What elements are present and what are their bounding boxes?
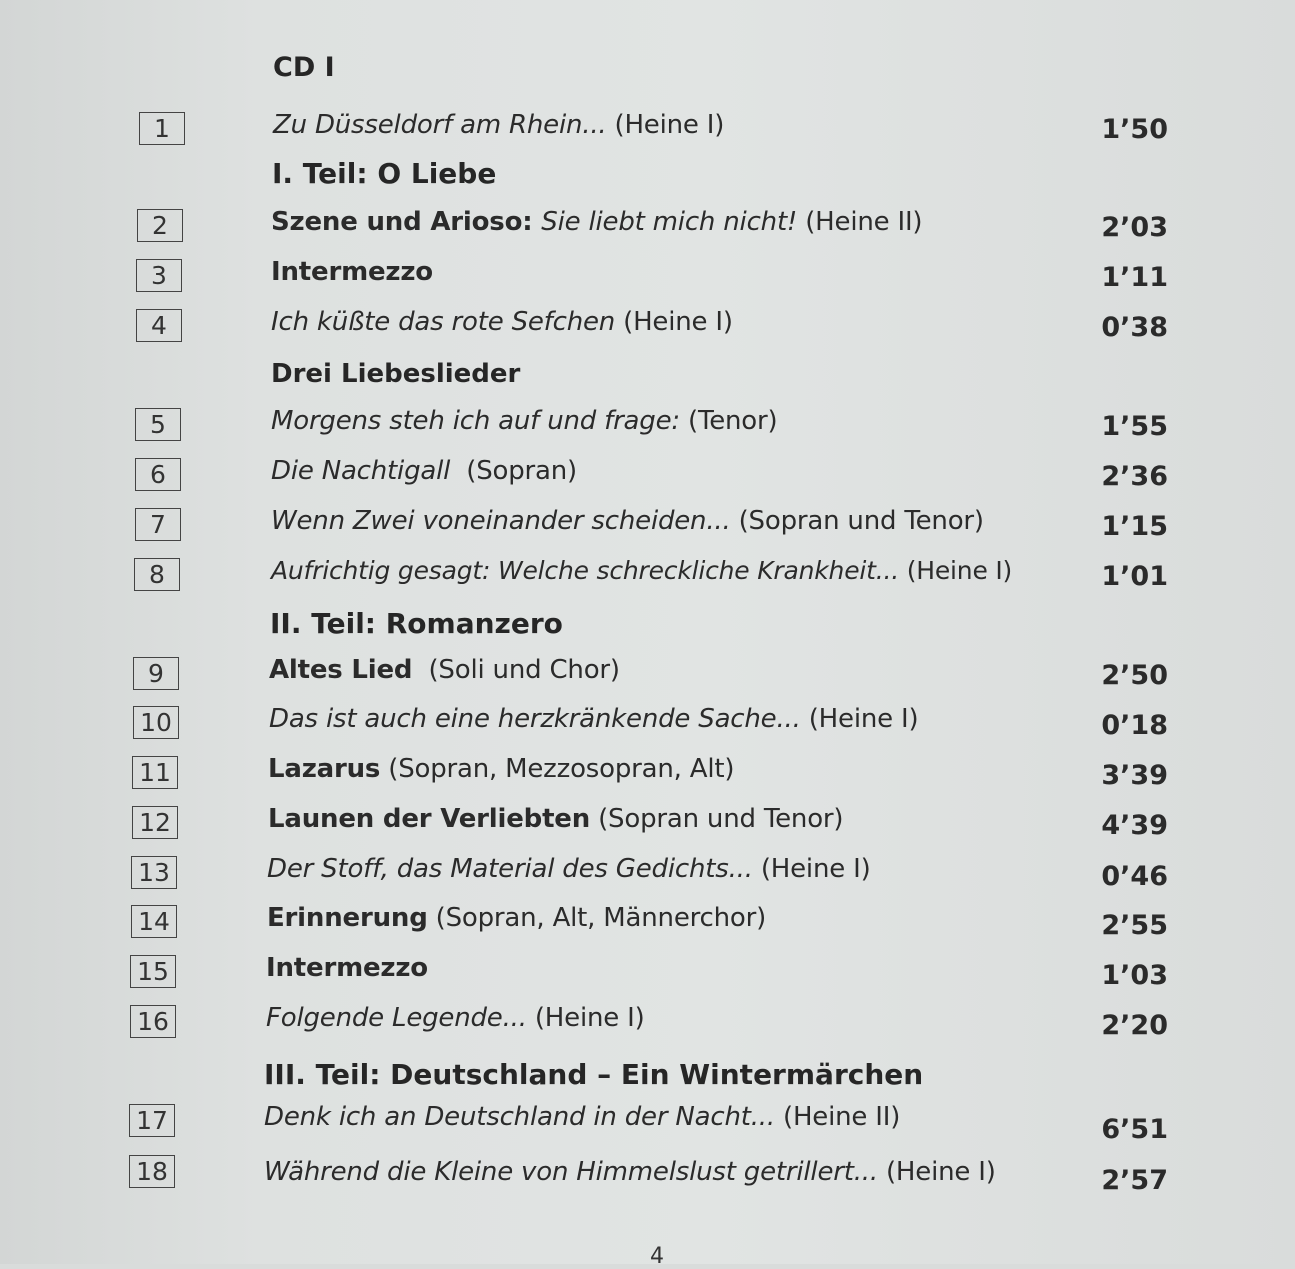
track-row (0, 1155, 1295, 1205)
track-title-italic: Wenn Zwei voneinander scheiden... (271, 506, 731, 536)
track-duration: 2’57 (1101, 1165, 1168, 1196)
track-row (0, 657, 1295, 707)
track-duration: 0’18 (1101, 710, 1168, 741)
track-title-plain: (Sopran und Tenor) (730, 506, 984, 536)
track-title-plain: (Heine I) (800, 704, 919, 734)
track-title (264, 1102, 900, 1132)
track-title (271, 207, 922, 237)
track-title-bold: Intermezzo (266, 953, 428, 983)
track-number: 7 (135, 508, 181, 541)
track-title (266, 953, 428, 983)
track-row (0, 955, 1295, 1005)
track-title-italic: Folgende Legende... (266, 1003, 527, 1033)
track-number: 13 (131, 856, 177, 889)
track-title-italic: Das ist auch eine herzkränkende Sache... (269, 704, 801, 734)
track-title-italic: Ich küßte das rote Sefchen (271, 307, 616, 337)
track-duration: 4’39 (1101, 810, 1168, 841)
track-title-plain: (Heine I) (898, 556, 1013, 585)
track-title (264, 1157, 996, 1187)
track-title-plain: (Heine I) (606, 110, 725, 140)
track-title (271, 307, 733, 337)
track-number: 10 (133, 706, 179, 739)
section-heading: II. Teil: Romanzero (270, 607, 563, 640)
track-number: 1 (139, 112, 185, 145)
track-number: 9 (133, 657, 179, 690)
track-title (269, 655, 620, 685)
track-title-plain: (Heine I) (615, 307, 733, 337)
track-row (0, 1005, 1295, 1055)
track-number: 18 (129, 1155, 175, 1188)
track-title (268, 754, 734, 784)
track-title (267, 854, 871, 884)
track-title-italic: Sie liebt mich nicht! (541, 207, 798, 237)
track-title-plain: (Heine I) (752, 854, 871, 884)
track-title-italic: Aufrichtig gesagt: Welche schreckliche Krankheit... (271, 556, 899, 585)
track-duration: 0’46 (1101, 861, 1168, 892)
track-title-bold: Lazarus (268, 754, 381, 784)
track-duration: 1’11 (1101, 262, 1168, 293)
track-title-plain: (Tenor) (679, 406, 778, 436)
track-title-plain: (Sopran, Mezzosopran, Alt) (380, 754, 735, 784)
track-row (0, 259, 1295, 309)
track-number: 15 (130, 955, 176, 988)
track-duration: 2’20 (1101, 1010, 1168, 1041)
track-title-plain: (Heine II) (774, 1102, 901, 1132)
track-row (0, 508, 1295, 558)
track-number: 2 (137, 209, 183, 242)
track-row (0, 706, 1295, 756)
track-title-italic: Während die Kleine von Himmelslust getrillert... (264, 1157, 878, 1187)
track-number: 17 (129, 1104, 175, 1137)
track-row (0, 408, 1295, 458)
track-title (268, 804, 843, 834)
track-title-plain: (Heine I) (526, 1003, 645, 1033)
track-duration: 3’39 (1101, 760, 1168, 791)
track-number: 14 (131, 905, 177, 938)
track-title (266, 1003, 645, 1033)
track-duration: 2’03 (1101, 212, 1168, 243)
track-row (0, 309, 1295, 359)
track-row (0, 209, 1295, 259)
track-title-italic: Morgens steh ich auf und frage: (271, 406, 680, 436)
track-duration: 1’55 (1101, 411, 1168, 442)
section-heading: III. Teil: Deutschland – Ein Wintermärchen (264, 1058, 924, 1091)
track-row (0, 856, 1295, 906)
track-row (0, 806, 1295, 856)
track-row (0, 1104, 1295, 1154)
track-title-plain: (Heine I) (877, 1157, 996, 1187)
track-duration: 2’36 (1101, 461, 1168, 492)
track-title-bold: Erinnerung (267, 903, 428, 933)
track-number: 4 (136, 309, 182, 342)
track-title-bold: Altes Lied (269, 655, 413, 685)
track-title-bold: Intermezzo (271, 257, 433, 287)
track-number: 8 (134, 558, 180, 591)
track-title (271, 456, 577, 486)
track-title-bold: Szene und Arioso: (271, 207, 542, 237)
track-title-plain: (Sopran, Alt, Männerchor) (427, 903, 767, 933)
track-row (0, 905, 1295, 955)
section-heading: I. Teil: O Liebe (272, 157, 497, 190)
track-number: 11 (132, 756, 178, 789)
track-row (0, 558, 1295, 608)
track-title-italic: Zu Düsseldorf am Rhein... (273, 110, 607, 140)
track-title-italic: Die Nachtigall (271, 456, 451, 486)
track-title-plain: (Sopran und Tenor) (590, 804, 844, 834)
track-number: 3 (136, 259, 182, 292)
track-duration: 2’55 (1101, 910, 1168, 941)
track-title (267, 903, 766, 933)
track-number: 12 (132, 806, 178, 839)
track-duration: 2’50 (1101, 660, 1168, 691)
track-duration: 1’15 (1101, 511, 1168, 542)
track-row (0, 458, 1295, 508)
track-duration: 1’03 (1101, 960, 1168, 991)
track-duration: 6’51 (1101, 1114, 1168, 1145)
track-row (0, 756, 1295, 806)
track-title-plain: (Soli und Chor) (412, 655, 620, 685)
track-row (0, 112, 1295, 162)
track-number: 16 (130, 1005, 176, 1038)
track-title-plain: (Sopran) (450, 456, 578, 486)
track-title (271, 257, 433, 287)
page-number: 4 (650, 1244, 664, 1269)
track-title (271, 506, 984, 536)
track-duration: 0’38 (1101, 312, 1168, 343)
track-number: 6 (135, 458, 181, 491)
track-title-italic: Denk ich an Deutschland in der Nacht... (264, 1102, 775, 1132)
disc-heading: CD I (273, 52, 335, 83)
track-number: 5 (135, 408, 181, 441)
track-title-bold: Launen der Verliebten (268, 804, 591, 834)
track-duration: 1’01 (1101, 561, 1168, 592)
track-title (273, 110, 724, 140)
track-title (271, 556, 1012, 585)
track-title-italic: Der Stoff, das Material des Gedichts... (267, 854, 753, 884)
track-title (271, 406, 777, 436)
track-title-plain: (Heine II) (797, 207, 923, 237)
track-duration: 1’50 (1101, 114, 1168, 145)
section-heading: Drei Liebeslieder (271, 359, 521, 389)
track-title (269, 704, 918, 734)
